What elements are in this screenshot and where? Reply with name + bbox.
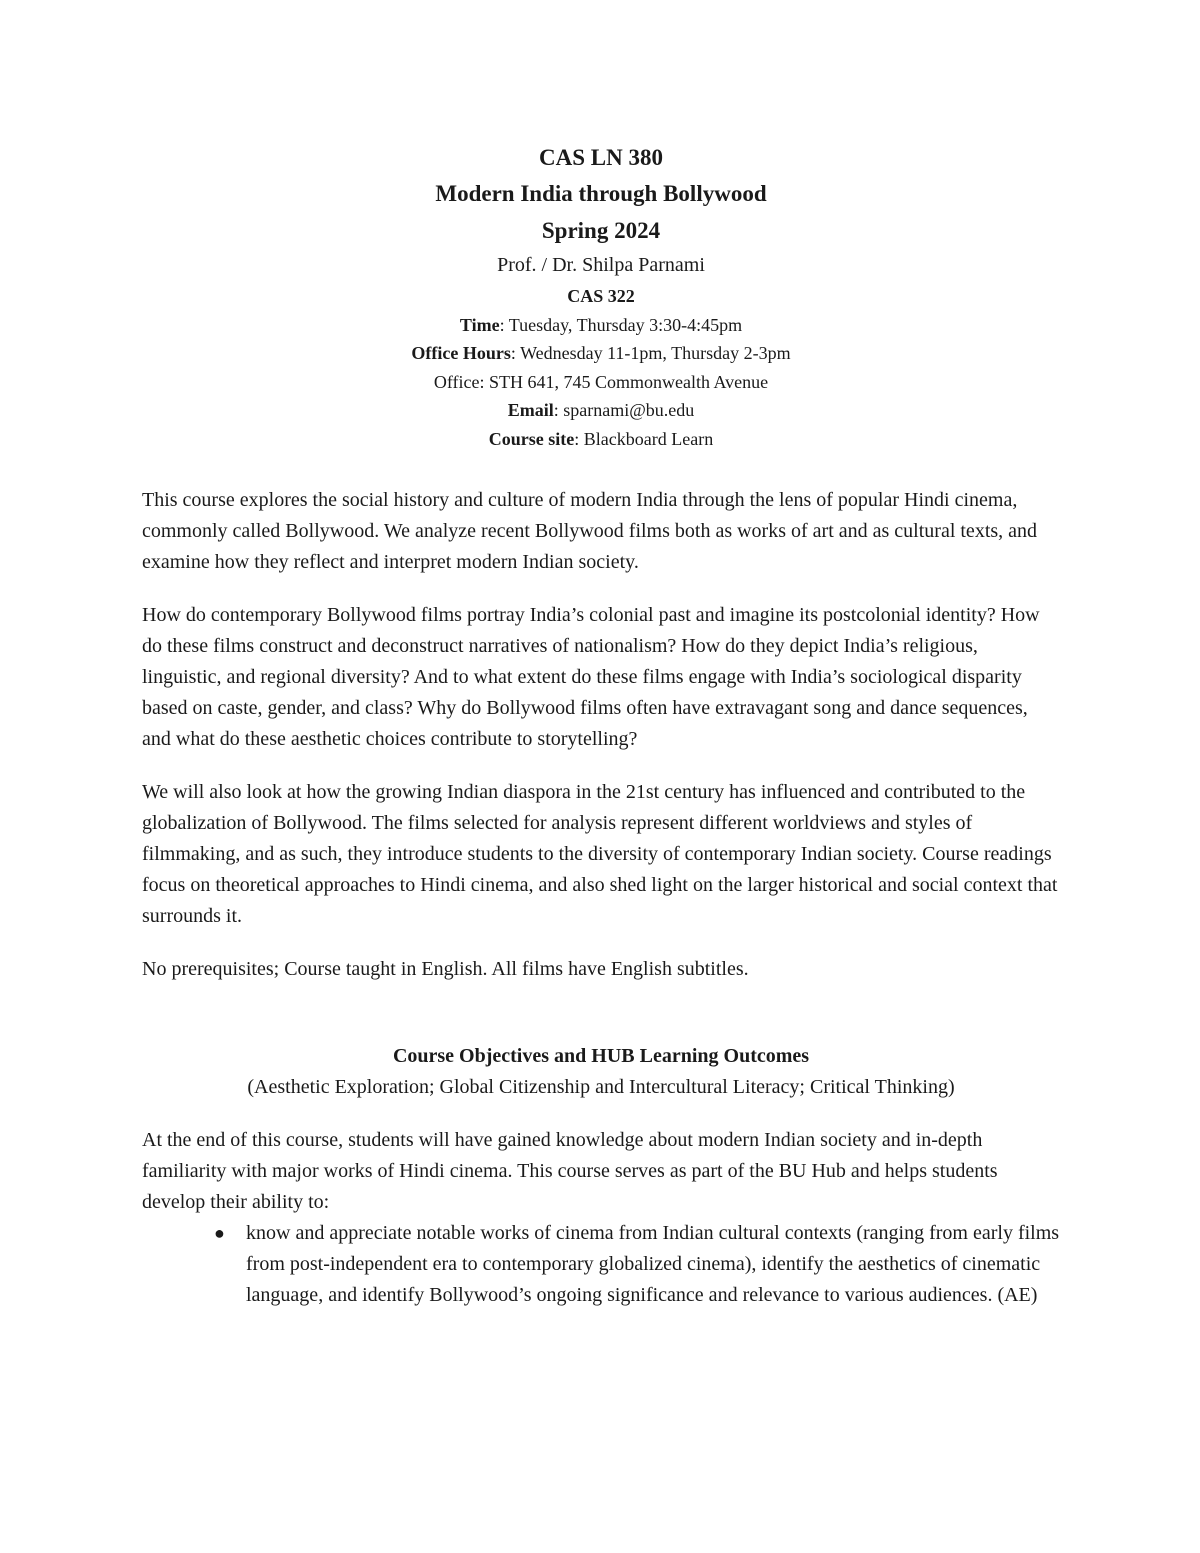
office-hours [142, 339, 1060, 368]
email-line [142, 396, 1060, 425]
list-item-text: know and appreciate notable works of cinema from Indian cultural contexts (ranging from early films from post-independent era to contemporary globalized cinema), identify the aesthetics of cinematic language, and identify Bollywood’s ongoing significance and relevance to various audiences. (AE) [246, 1222, 1060, 1306]
meeting-time-label: Time [459, 314, 500, 335]
course-site-line [142, 425, 1060, 454]
objectives-subtitle: (Aesthetic Exploration; Global Citizenship and Intercultural Literacy; Critical Thinking) [247, 1076, 955, 1098]
course-code: CAS LN 380 [539, 145, 663, 170]
syllabus-page [142, 140, 1060, 1311]
meeting-time-value: : Tuesday, Thursday 3:30-4:45pm [499, 314, 743, 335]
description-paragraph-1: This course explores the social history and culture of modern India through the lens of popular Hindi cinema, commonly called Bollywood. We analyze recent Bollywood films both as works of art and as cultural texts, and examine how they reflect and interpret modern Indian society. [142, 489, 1038, 573]
objectives-heading [142, 1041, 1060, 1103]
course-term: Spring 2024 [541, 218, 661, 243]
email-value: : sparnami@bu.edu [553, 400, 695, 420]
email-label: Email [507, 400, 554, 420]
meeting-time [142, 311, 1060, 340]
bullet-icon: ● [214, 1223, 225, 1243]
instructor-name: Prof. / Dr. Shilpa Parnami [497, 254, 705, 276]
syllabus-header [142, 140, 1060, 453]
outcomes-list [142, 1218, 1060, 1311]
course-site-label: Course site [488, 428, 575, 449]
description-paragraph-3: We will also look at how the growing Indian diaspora in the 21st century has influenced and contributed to the globalization of Bollywood. The films selected for analysis represent different worldviews and styles of filmmaking, and as such, they introduce students to the diversity of contemporary Indian society. Course readings focus on theoretical approaches to Hindi cinema, and also shed light on the larger historical and social context that surrounds it. [142, 781, 1058, 927]
prerequisites-paragraph: No prerequisites; Course taught in English. All films have English subtitles. [142, 958, 749, 980]
course-room: CAS 322 [567, 286, 635, 306]
office-hours-value: : Wednesday 11-1pm, Thursday 2-3pm [510, 343, 791, 363]
office-hours-label: Office Hours [411, 343, 511, 363]
office-location: Office: STH 641, 745 Commonwealth Avenue [433, 371, 769, 392]
objectives-title: Course Objectives and HUB Learning Outcomes [392, 1045, 810, 1067]
objectives-intro: At the end of this course, students will have gained knowledge about modern Indian society and in-depth familiarity with major works of Hindi cinema. This course serves as part of the BU Hub and helps students develop their ability to: [142, 1129, 998, 1213]
course-site-value: : Blackboard Learn [574, 428, 714, 449]
description-paragraph-2: How do contemporary Bollywood films portray India’s colonial past and imagine its postcolonial identity? How do these films construct and deconstruct narratives of nationalism? How do they depict India’s religious, linguistic, and regional diversity? And to what extent do these films engage with India’s sociological disparity based on caste, gender, and class? Why do Bollywood films often have extravagant song and dance sequences, and what do these aesthetic choices contribute to storytelling? [142, 604, 1040, 750]
list-item [214, 1218, 1060, 1311]
course-title: Modern India through Bollywood [435, 181, 767, 206]
